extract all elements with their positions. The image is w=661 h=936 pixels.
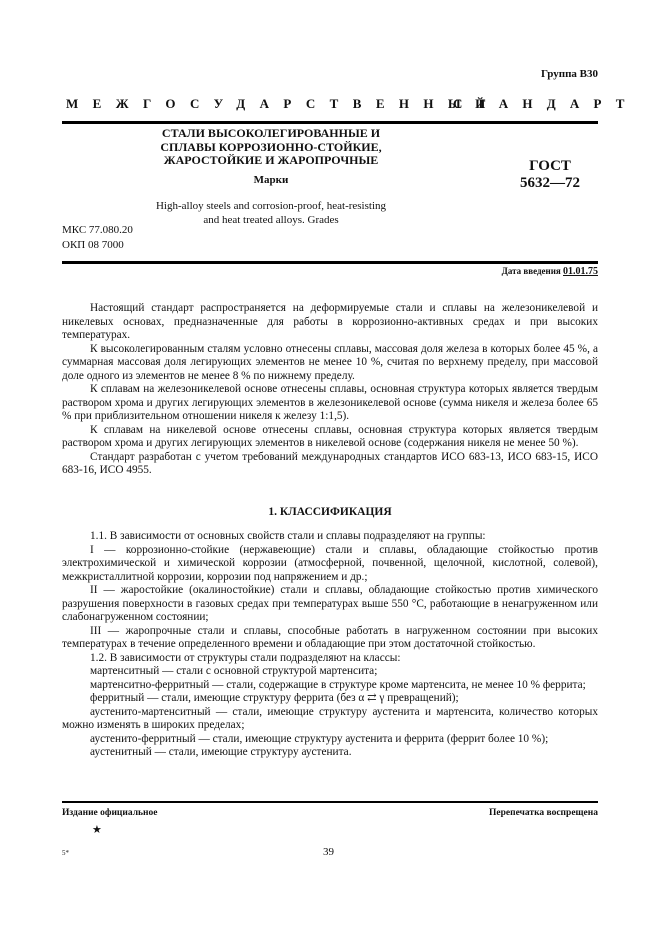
intro-paragraph: К сплавам на никелевой основе отнесены сплавы, основная структура которых является твердым раствором хрома и других легирующих элементов в никелевой основе (содержания никеля не менее 50 %). — [62, 423, 598, 449]
banner-standard: СТАНДАРТ — [453, 96, 639, 111]
section-heading: 1. КЛАССИФИКАЦИЯ — [268, 506, 392, 518]
english-title-line: High-alloy steels and corrosion-proof, heat-resisting — [155, 200, 387, 212]
section-paragraph: аустенито-ферритный — стали, имеющие структуру аустенита и феррита (феррит более 10 %); — [90, 732, 549, 745]
intro-paragraph: К сплавам на железоникелевой основе отнесены сплавы, основная структура которых является твердым раствором хрома и других легирующих элементов в железоникелевой основе (сумма никеля и железа более 65 % при приблизительном отношении никеля к железу 1:1,5). — [62, 383, 598, 422]
section-paragraph: III — жаропрочные стали и сплавы, способные работать в нагруженном состоянии при высоких температурах в течение определенного времени и обладающие при этом достаточной стойкостью. — [62, 624, 598, 650]
gost-number: 5632—72 — [520, 175, 580, 191]
title-line: СПЛАВЫ КОРРОЗИОННО-СТОЙКИЕ, — [160, 139, 382, 154]
section-paragraph: 1.1. В зависимости от основных свойств стали и сплавы подразделяют на группы: — [90, 530, 486, 542]
official-edition: Издание официальное — [62, 808, 158, 818]
top-rule — [62, 121, 598, 124]
okp-code: ОКП 08 7000 — [62, 239, 124, 251]
banner-interstate: МЕЖГОСУДАРСТВЕННЫЙ — [66, 96, 500, 111]
group-code: Группа В30 — [540, 68, 598, 80]
star-icon: ★ — [92, 824, 102, 836]
page-number: 39 — [323, 846, 334, 858]
effective-date-label: Дата введения — [501, 266, 561, 276]
document-title — [130, 127, 412, 168]
title-line: СТАЛИ ВЫСОКОЛЕГИРОВАННЫЕ И — [161, 126, 381, 140]
section-paragraph: мартенситно-ферритный — стали, содержащие в структуре кроме мартенсита, не менее 10 % феррита; — [90, 678, 586, 691]
section-paragraph: мартенситный — стали с основной структурой мартенсита; — [90, 665, 378, 677]
gost-label: ГОСТ — [529, 158, 571, 174]
introduction — [62, 302, 598, 478]
english-title — [130, 200, 412, 227]
footer-rule — [62, 801, 598, 803]
section-classification — [62, 530, 598, 760]
title-line: ЖАРОСТОЙКИЕ И ЖАРОПРОЧНЫЕ — [163, 153, 379, 167]
mks-code: МКС 77.080.20 — [62, 224, 133, 236]
section-paragraph: II — жаростойкие (окалиностойкие) стали и сплавы, обладающие стойкостью против химического разрушения поверхности в газовых средах при температурах выше 550 °С, работающие в ненагруженном или слабонагруженном состоянии; — [62, 584, 598, 623]
section-paragraph: I — коррозионно-стойкие (нержавеющие) стали и сплавы, обладающие стойкостью против электрохимической и химической коррозии (атмосферной, почвенной, щелочной, кислотной, солевой), межкристаллитной коррозии, коррозии под напряжением и др.; — [62, 543, 598, 583]
english-title-line: and heat treated alloys. Grades — [203, 213, 339, 226]
header-bottom-rule — [62, 261, 598, 264]
intro-paragraph: Настоящий стандарт распространяется на деформируемые стали и сплавы на железоникелевой и никелевых основах, предназначенные для работы в коррозионно-активных средах и при высоких температурах. — [62, 302, 598, 341]
document-subtitle: Марки — [253, 174, 289, 186]
effective-date-value: 01.01.75 — [563, 266, 598, 277]
effective-date — [502, 266, 598, 277]
sheet-mark: 5* — [62, 849, 69, 857]
section-paragraph: аустенитный — стали, имеющие структуру аустенита. — [90, 746, 352, 758]
gost-designation — [505, 158, 595, 192]
section-paragraph: 1.2. В зависимости от структуры стали подразделяют на классы: — [90, 651, 401, 664]
section-paragraph: ферритный — стали, имеющие структуру феррита (без α ⇄ γ превращений); — [90, 692, 459, 704]
reprint-prohibited: Перепечатка воспрещена — [488, 808, 598, 818]
intro-paragraph: Стандарт разработан с учетом требований международных стандартов ИСО 683-13, ИСО 683-15, ИСО 683-16, ИСО 4955. — [62, 450, 598, 476]
intro-paragraph: К высоколегированным сталям условно отнесены сплавы, массовая доля железа в которых более 45 %, а суммарная массовая доля легирующих элементов не менее 10 %, считая по верхнему пределу, при массовой доле одного из элементов не менее 8 % по нижнему пределу. — [62, 342, 598, 382]
section-paragraph: аустенито-мартенситный — стали, имеющие структуру аустенита и мартенсита, количество которых можно изменять в широких пределах; — [62, 705, 598, 731]
